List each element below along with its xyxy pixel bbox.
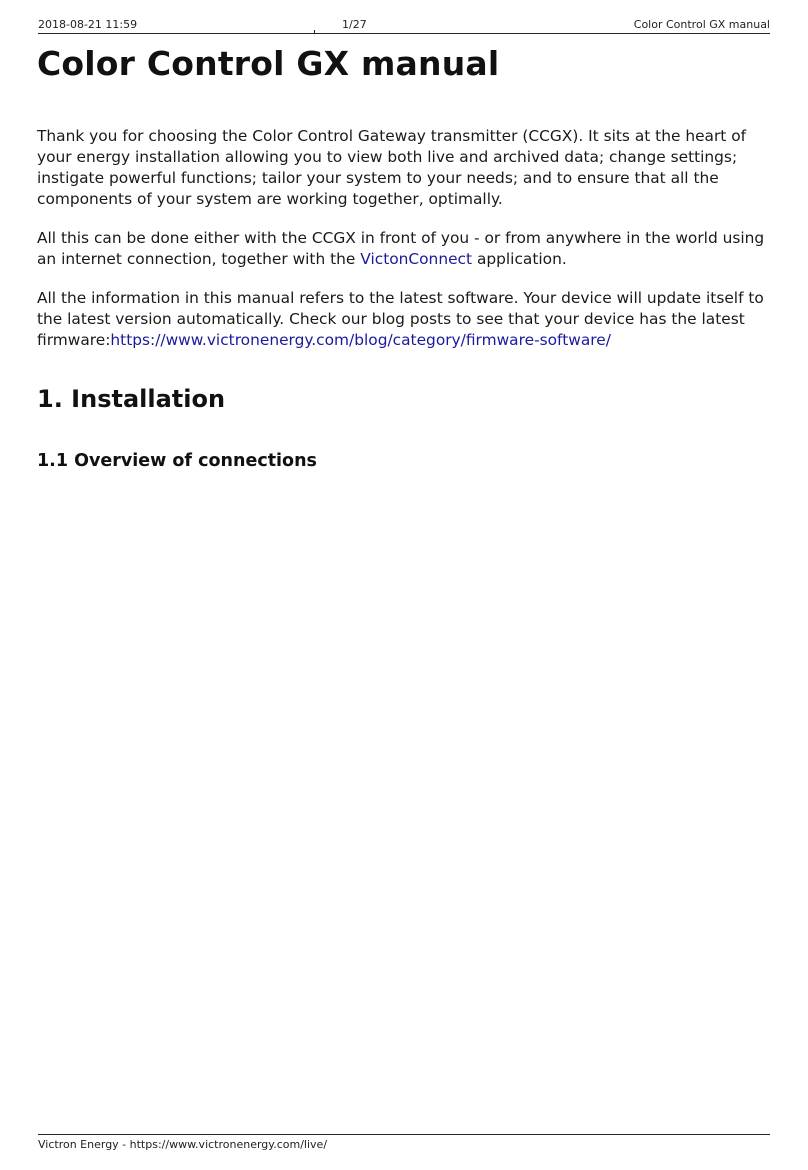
document-title: Color Control GX manual: [37, 44, 500, 83]
intro-paragraph: Thank you for choosing the Color Control Gateway transmitter (CCGX). It sits at the heart of your energy installation allowing you to view both live and archived data; change settings; instigate powerful functions; tailor your system to your needs; and to ensure that all the components of your system are working together, optimally.: [37, 127, 747, 208]
header-page-number: 1/27: [342, 18, 367, 31]
page-footer: Victron Energy - https://www.victronenergy.com/live/: [38, 1138, 328, 1151]
connectivity-text-end: application.: [472, 250, 567, 268]
page-header: [38, 16, 770, 34]
firmware-text: All the information in this manual refers to the latest software. Your device will update itself to the latest version automatically. Check our blog posts to see that your device has the latest firmware:: [37, 289, 764, 349]
connectivity-text-start: All this can be done either with the CCGX in front of you - or from anywhere in the world using an internet connection, together with the: [37, 229, 765, 268]
subsection-heading-overview: 1.1 Overview of connections: [37, 451, 317, 471]
victronconnect-link[interactable]: VictonConnect: [360, 250, 473, 268]
header-doc-title: Color Control GX manual: [633, 18, 770, 31]
footer-divider: [38, 1134, 770, 1135]
header-divider: [38, 33, 770, 34]
firmware-paragraph: [37, 288, 767, 351]
section-heading-installation: 1. Installation: [37, 385, 226, 413]
header-divider-notch: [314, 30, 315, 34]
firmware-blog-link[interactable]: https://www.victronenergy.com/blog/category/firmware-software/: [110, 331, 611, 349]
header-datetime: 2018-08-21 11:59: [38, 18, 138, 31]
connectivity-paragraph: [37, 228, 767, 270]
